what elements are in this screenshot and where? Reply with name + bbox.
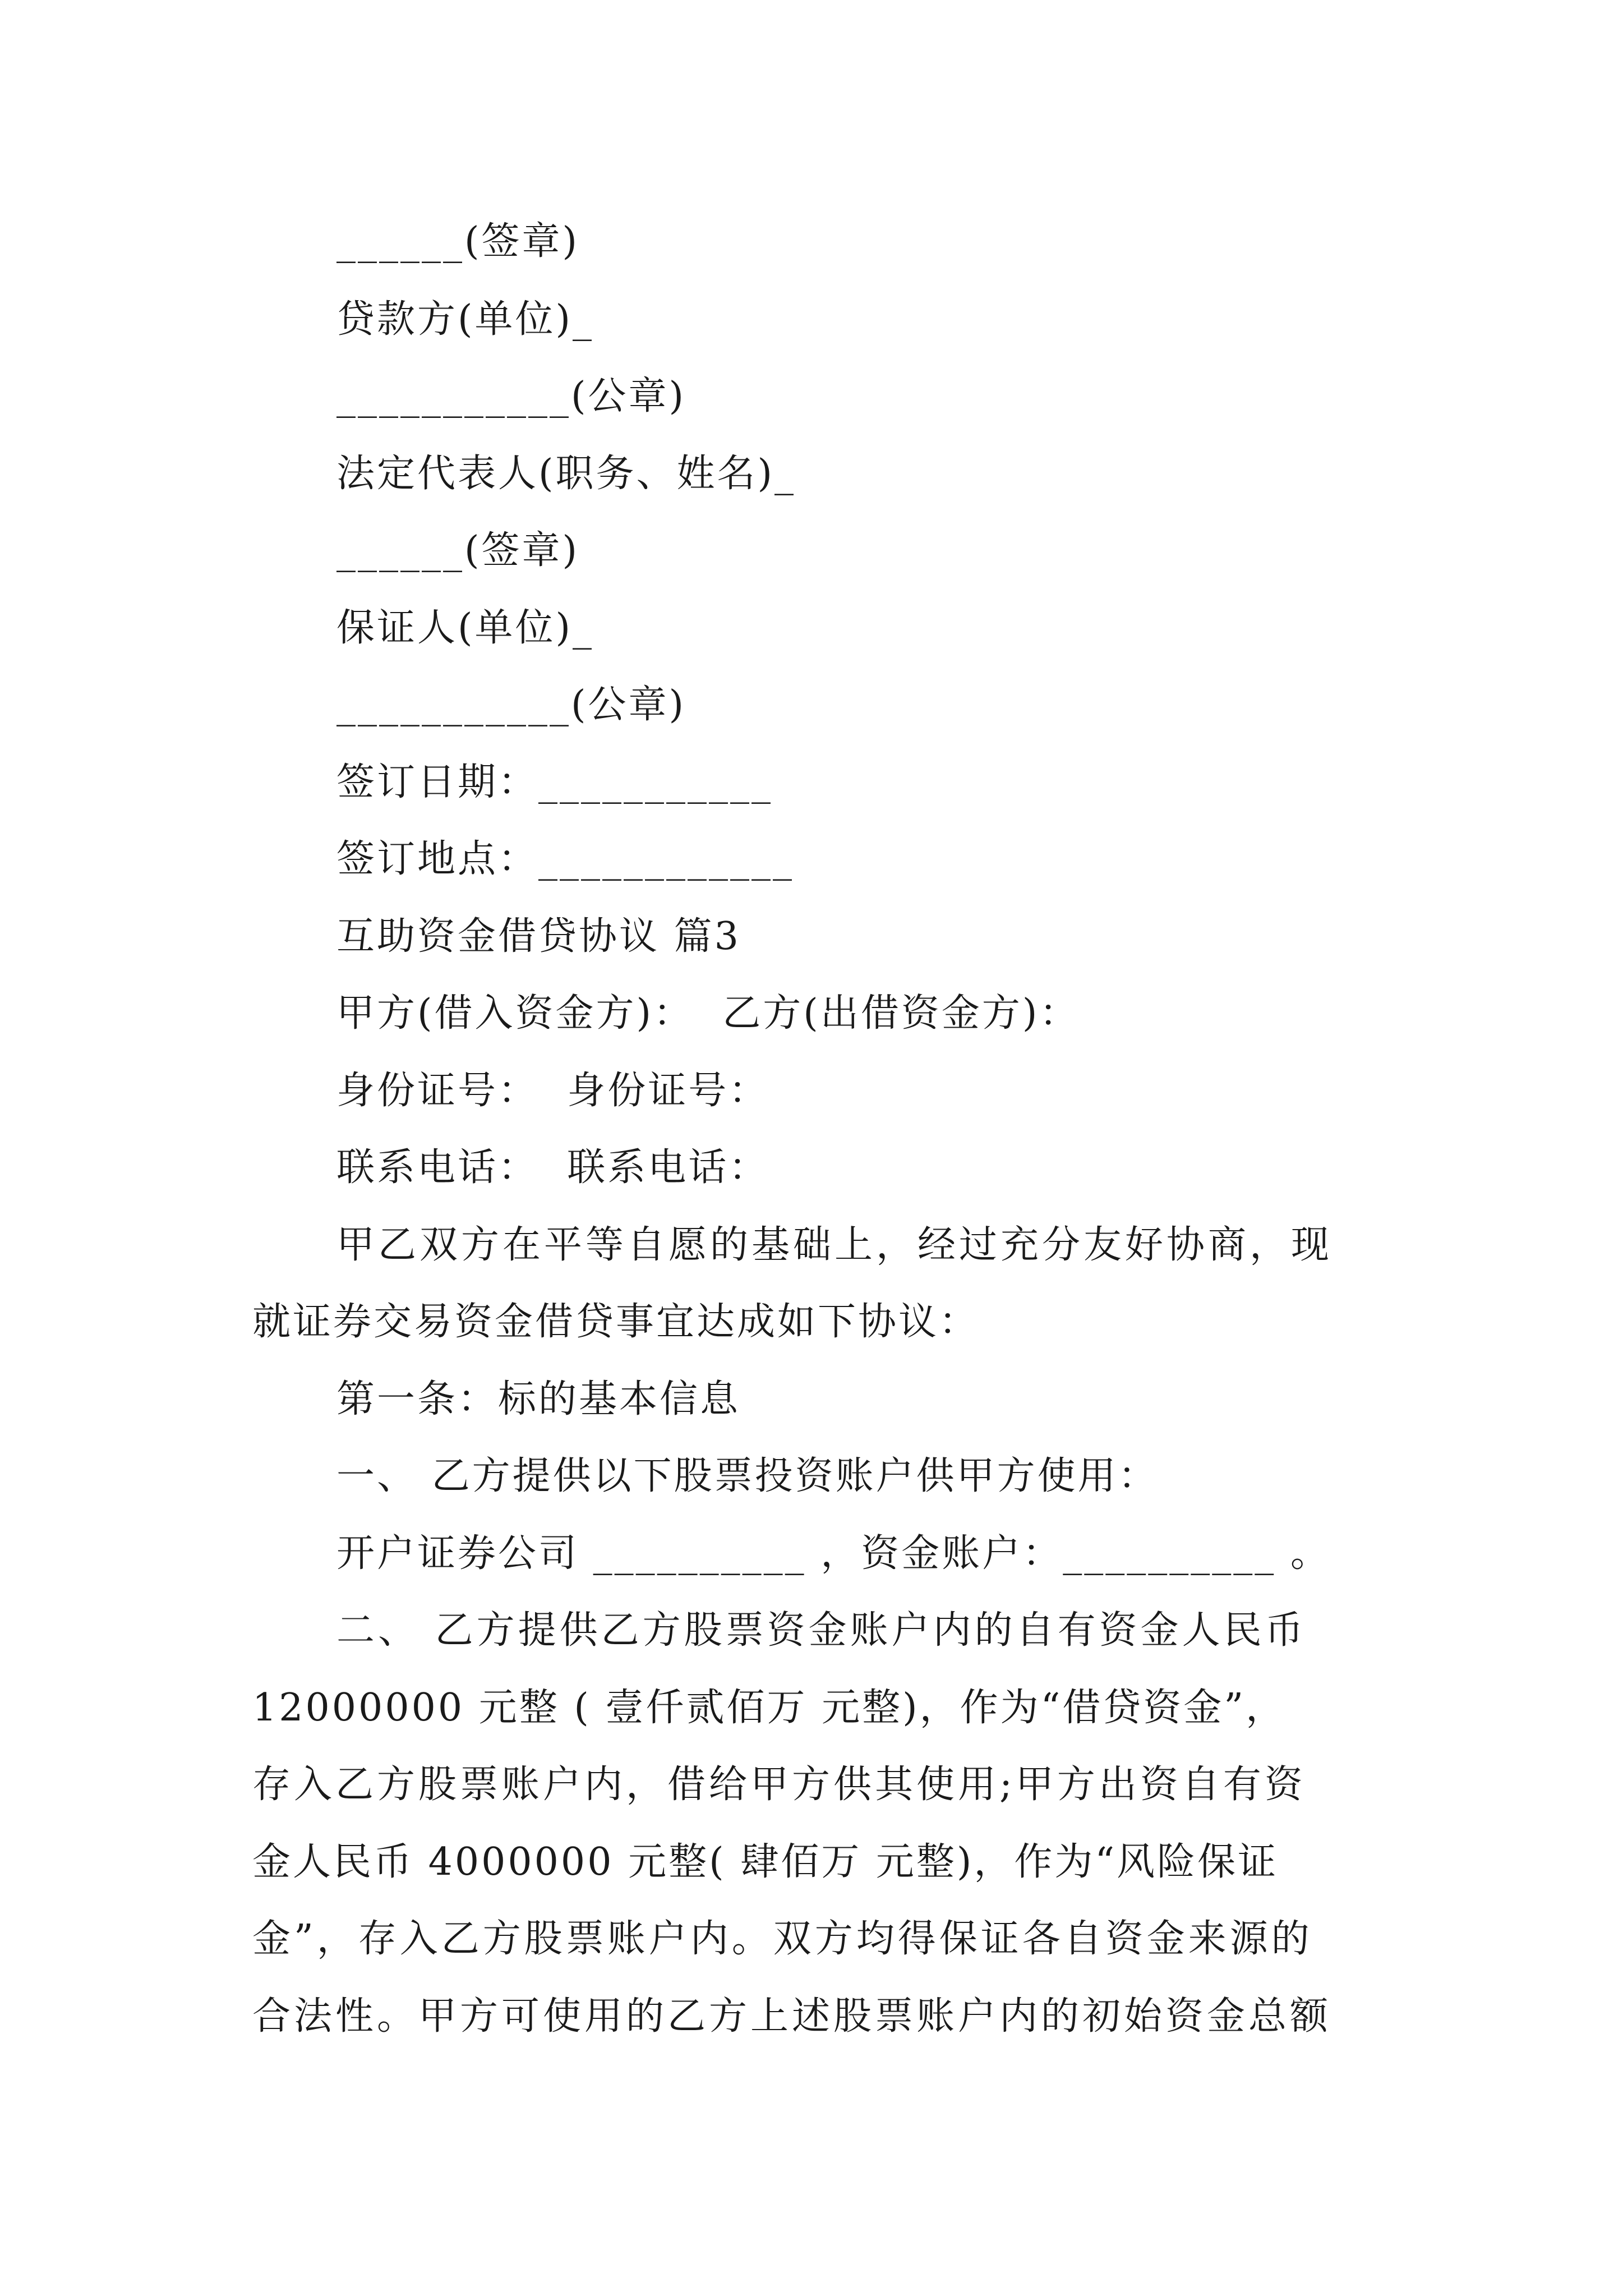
paragraph-line: 就证券交易资金借贷事宜达成如下协议： bbox=[252, 1300, 980, 1344]
clause-1-line: 一、 乙方提供以下股票投资账户供甲方使用： bbox=[336, 1454, 1159, 1498]
lender-unit-line: 贷款方(单位)_ bbox=[336, 297, 594, 342]
account-info-line: 开户证券公司 __________ ，资金账户：__________ 。 bbox=[336, 1531, 1331, 1576]
paragraph-line: 12000000 元整 ( 壹仟贰佰万 元整)，作为“借贷资金”， bbox=[252, 1686, 1287, 1730]
paragraph-line: 金人民币 4000000 元整( 肆佰万 元整)，作为“风险保证 bbox=[252, 1840, 1279, 1884]
article-heading: 第一条：标的基本信息 bbox=[336, 1377, 741, 1421]
signature-line-2: ______(签章) bbox=[336, 528, 580, 573]
parties-line: 甲方(借入资金方)： 乙方(出借资金方)： bbox=[336, 991, 1080, 1036]
official-seal-line-1: ___________(公章) bbox=[336, 374, 686, 418]
paragraph-line: 合法性。甲方可使用的乙方上述股票账户内的初始资金总额 bbox=[252, 1994, 1332, 2039]
signing-date-line: 签订日期：___________ bbox=[336, 760, 773, 804]
paragraph-line: 金”，存入乙方股票账户内。双方均得保证各自资金来源的 bbox=[252, 1917, 1313, 1961]
paragraph-line: 甲乙双方在平等自愿的基础上，经过充分友好协商，现 bbox=[336, 1223, 1333, 1267]
official-seal-line-2: ___________(公章) bbox=[336, 683, 686, 727]
id-number-line: 身份证号： 身份证号： bbox=[336, 1069, 769, 1113]
signing-place-line: 签订地点：____________ bbox=[336, 837, 795, 881]
legal-representative-line: 法定代表人(职务、姓名)_ bbox=[336, 452, 796, 496]
clause-2-line: 二、 乙方提供乙方股票资金账户内的自有资金人民币 bbox=[336, 1608, 1307, 1653]
guarantor-unit-line: 保证人(单位)_ bbox=[336, 606, 594, 650]
signature-line-1: ______(签章) bbox=[336, 219, 580, 264]
section-title: 互助资金借贷协议 篇3 bbox=[336, 914, 741, 959]
phone-line: 联系电话： 联系电话： bbox=[336, 1145, 769, 1190]
paragraph-line: 存入乙方股票账户内，借给甲方供其使用;甲方出资自有资 bbox=[252, 1763, 1306, 1807]
